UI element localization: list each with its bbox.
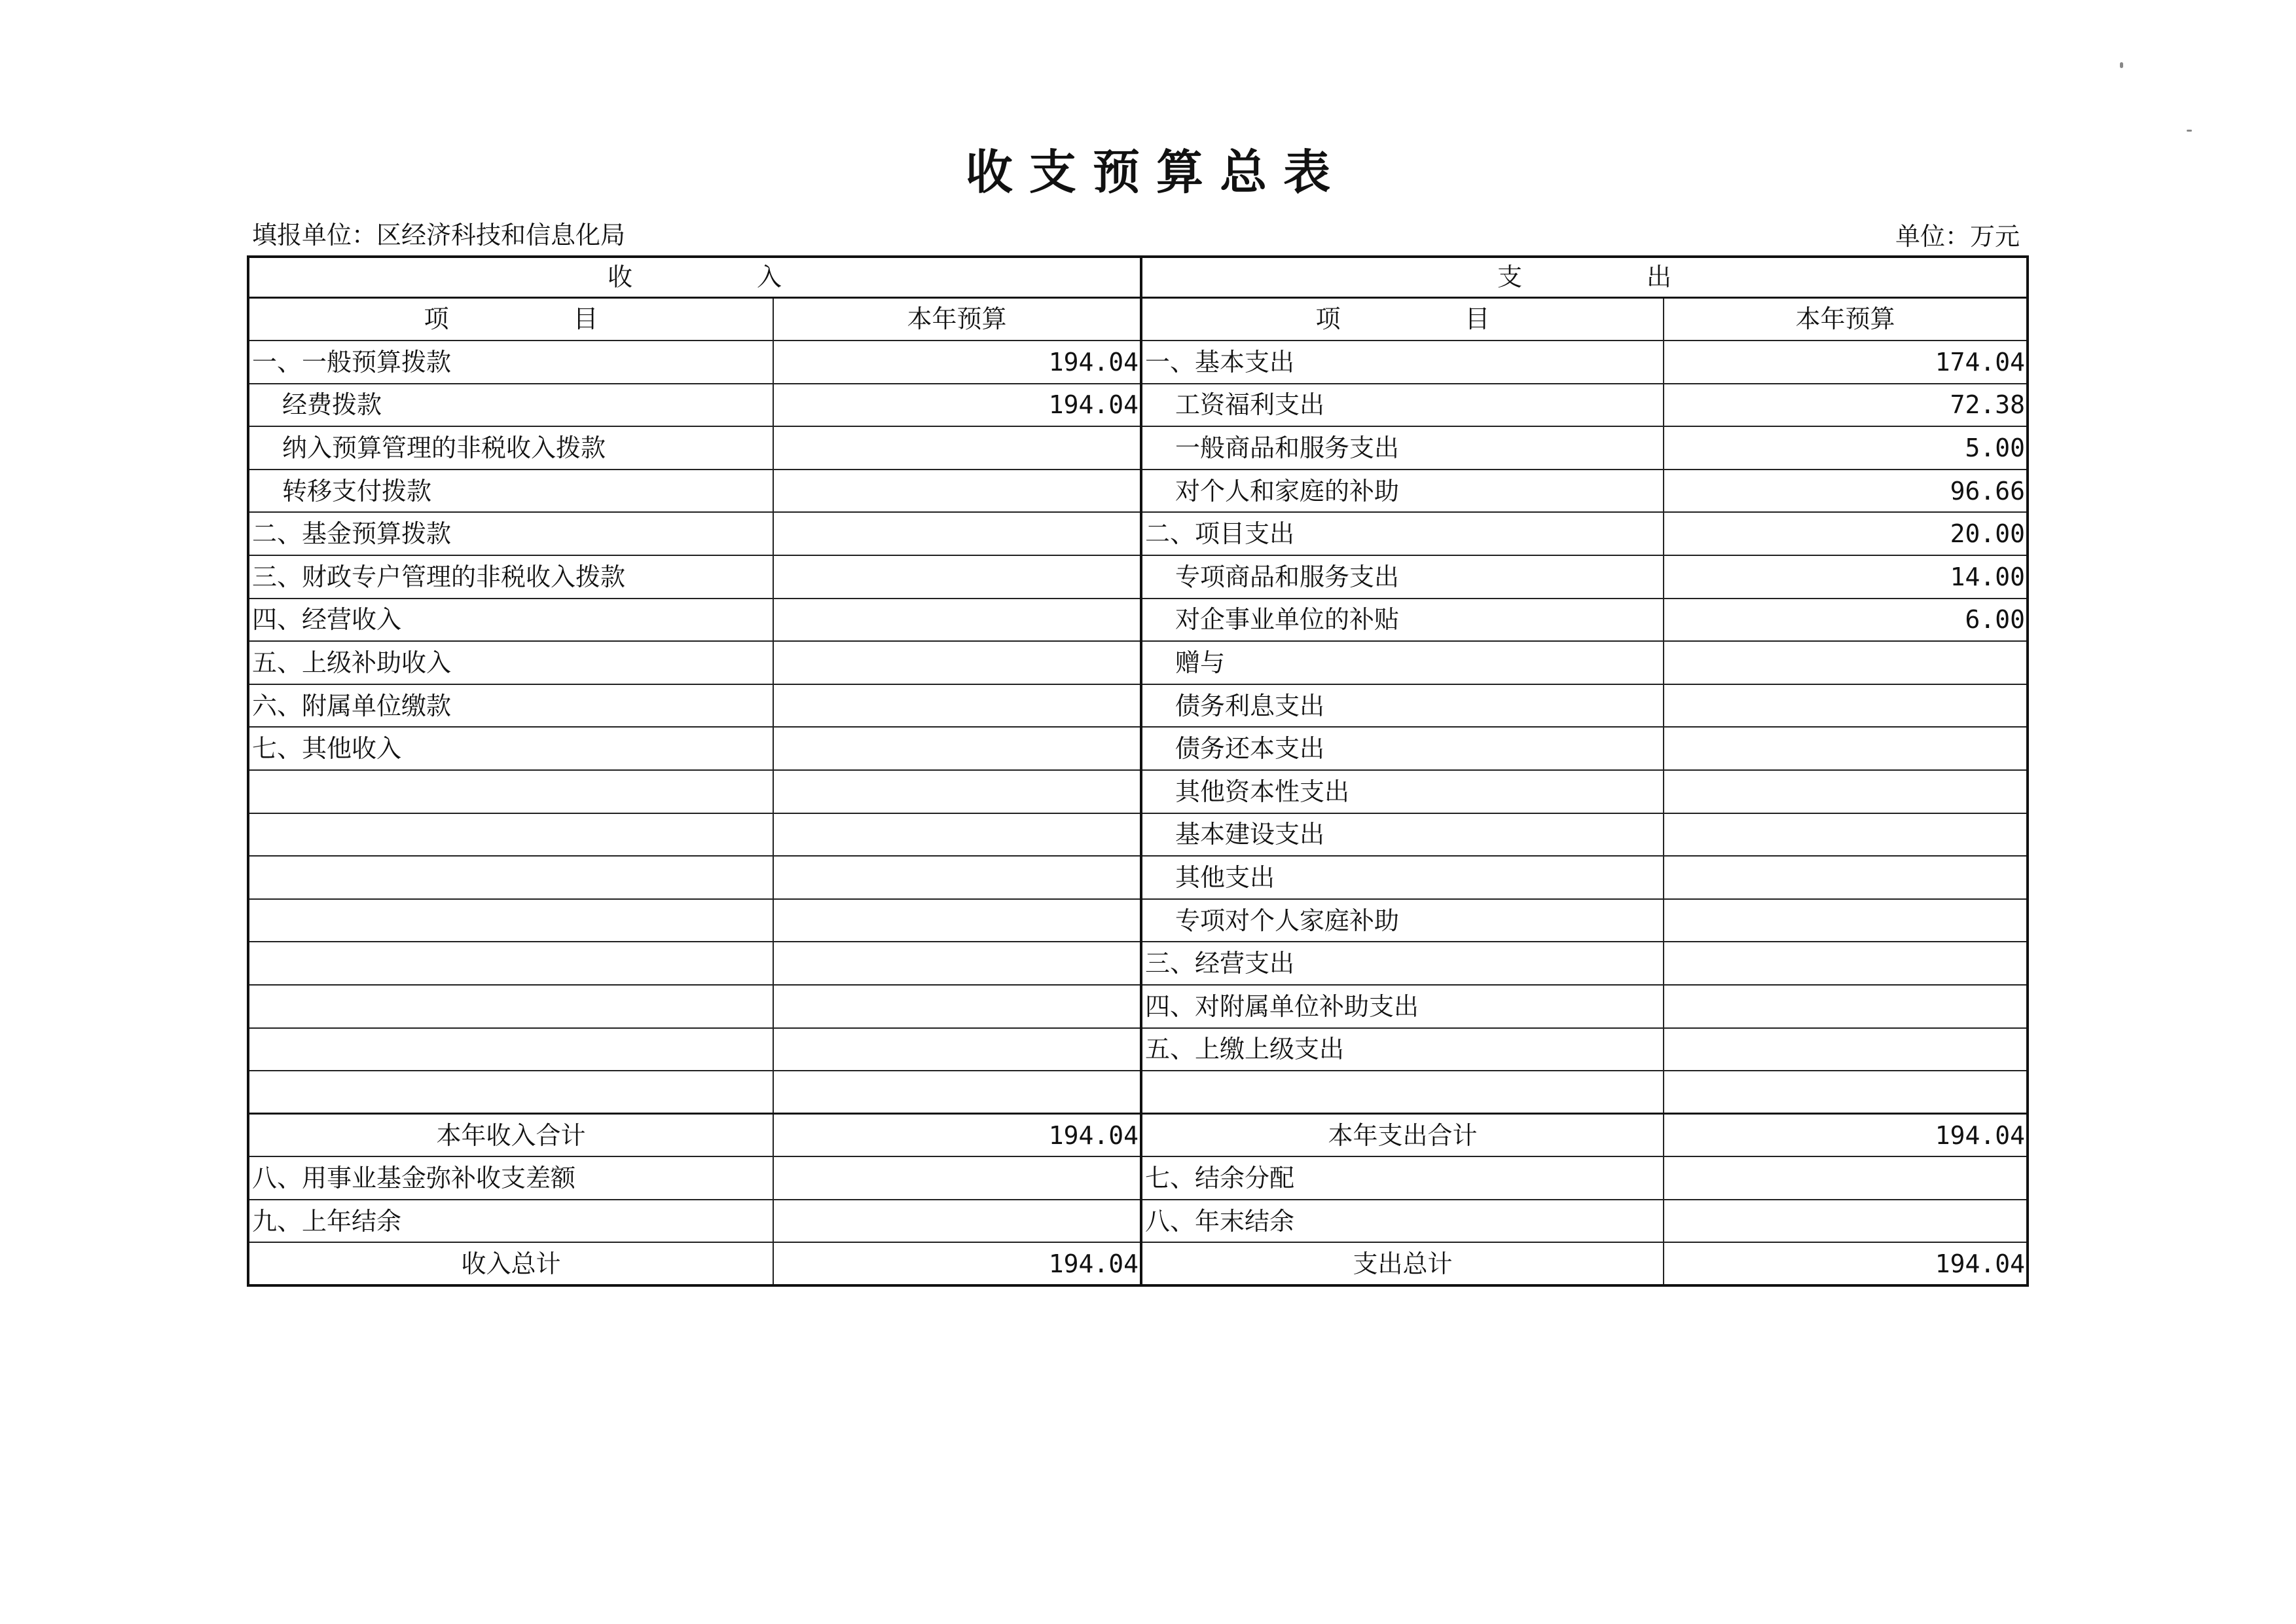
expense-budget-cell: 5.00: [1664, 426, 2028, 470]
expense-item-cell: 四、对附属单位补助支出: [1141, 985, 1664, 1028]
income-budget-cell: [773, 1071, 1141, 1114]
table-row: [248, 470, 2028, 513]
table-row: [248, 813, 2028, 857]
expense-budget-cell: [1664, 1028, 2028, 1071]
income-item-cell: 本年收入合计: [248, 1114, 773, 1157]
table-row: [248, 384, 2028, 427]
expense-budget-cell: 6.00: [1664, 599, 2028, 642]
income-item-cell: 七、其他收入: [248, 727, 773, 770]
expense-budget-cell: [1664, 942, 2028, 985]
income-item-cell: [248, 856, 773, 899]
income-budget-cell: [773, 555, 1141, 599]
expense-budget-cell: 174.04: [1664, 341, 2028, 384]
scan-speck: [2187, 130, 2192, 132]
income-budget-cell: [773, 899, 1141, 942]
grand-total-row: [248, 1242, 2028, 1285]
expense-budget-cell: 96.66: [1664, 470, 2028, 513]
expense-budget-cell: [1664, 985, 2028, 1028]
income-item-cell: [248, 985, 773, 1028]
expense-budget-header: 本年预算: [1664, 297, 2028, 341]
table-row: [248, 599, 2028, 642]
income-item-cell: 三、财政专户管理的非税收入拨款: [248, 555, 773, 599]
reporting-unit: 填报单位：区经济科技和信息化局: [252, 221, 626, 249]
expense-item-cell: 二、项目支出: [1141, 512, 1664, 555]
table-row: [248, 555, 2028, 599]
expense-item-cell: 对企事业单位的补贴: [1141, 599, 1664, 642]
income-item-cell: 九、上年结余: [248, 1200, 773, 1243]
expense-budget-cell: 194.04: [1664, 1114, 2028, 1157]
expense-item-cell: 基本建设支出: [1141, 813, 1664, 857]
income-item-cell: [248, 942, 773, 985]
expense-item-cell: 一、基本支出: [1141, 341, 1664, 384]
expense-budget-cell: 14.00: [1664, 555, 2028, 599]
expense-section-header: 支 出: [1141, 257, 2028, 297]
expense-item-cell: 支出总计: [1141, 1242, 1664, 1285]
income-budget-cell: 194.04: [773, 341, 1141, 384]
table-row: [248, 985, 2028, 1028]
expense-budget-cell: [1664, 1200, 2028, 1243]
expense-item-cell: 八、年末结余: [1141, 1200, 1664, 1243]
income-budget-cell: [773, 426, 1141, 470]
expense-budget-cell: [1664, 641, 2028, 684]
income-budget-cell: [773, 770, 1141, 813]
income-item-cell: [248, 770, 773, 813]
income-item-cell: 经费拨款: [248, 384, 773, 427]
table-row: [248, 426, 2028, 470]
currency-unit: 单位：万元: [1895, 222, 2020, 251]
expense-item-header: 项 目: [1141, 297, 1664, 341]
income-item-cell: [248, 1028, 773, 1071]
table-row: [248, 1156, 2028, 1200]
expense-budget-cell: [1664, 1071, 2028, 1114]
expense-item-cell: 七、结余分配: [1141, 1156, 1664, 1200]
table-row: [248, 641, 2028, 684]
expense-item-cell: 对个人和家庭的补助: [1141, 470, 1664, 513]
page-title: 收 支 预 算 总 表: [965, 144, 1331, 200]
income-item-cell: 六、附属单位缴款: [248, 684, 773, 728]
expense-item-cell: 专项商品和服务支出: [1141, 555, 1664, 599]
table-row: [248, 1200, 2028, 1243]
table-body: [248, 257, 2028, 1285]
income-budget-cell: [773, 512, 1141, 555]
income-budget-cell: [773, 1200, 1141, 1243]
table-row: [248, 727, 2028, 770]
income-section-header: 收 入: [248, 257, 1141, 297]
income-item-cell: 二、基金预算拨款: [248, 512, 773, 555]
table-row: [248, 942, 2028, 985]
table-row: [248, 1071, 2028, 1114]
table-row: [248, 1028, 2028, 1071]
expense-item-cell: 赠与: [1141, 641, 1664, 684]
expense-budget-cell: [1664, 684, 2028, 728]
expense-item-cell: 债务利息支出: [1141, 684, 1664, 728]
income-budget-cell: 194.04: [773, 1114, 1141, 1157]
expense-budget-cell: [1664, 770, 2028, 813]
scan-speck: [2120, 62, 2123, 68]
expense-budget-cell: 20.00: [1664, 512, 2028, 555]
expense-item-cell: 五、上缴上级支出: [1141, 1028, 1664, 1071]
table-row: [248, 684, 2028, 728]
income-budget-header: 本年预算: [773, 297, 1141, 341]
income-item-cell: 四、经营收入: [248, 599, 773, 642]
income-budget-cell: [773, 985, 1141, 1028]
table-row: [248, 856, 2028, 899]
income-budget-cell: 194.04: [773, 1242, 1141, 1285]
income-item-cell: [248, 813, 773, 857]
expense-budget-cell: [1664, 813, 2028, 857]
income-budget-cell: [773, 813, 1141, 857]
income-item-cell: 转移支付拨款: [248, 470, 773, 513]
expense-budget-cell: 72.38: [1664, 384, 2028, 427]
expense-item-cell: 其他资本性支出: [1141, 770, 1664, 813]
table-row: [248, 899, 2028, 942]
income-budget-cell: [773, 942, 1141, 985]
income-budget-cell: [773, 599, 1141, 642]
income-item-cell: 五、上级补助收入: [248, 641, 773, 684]
subtotal-row: [248, 1114, 2028, 1157]
expense-item-cell: 债务还本支出: [1141, 727, 1664, 770]
expense-item-cell: 专项对个人家庭补助: [1141, 899, 1664, 942]
income-budget-cell: [773, 727, 1141, 770]
income-budget-cell: [773, 470, 1141, 513]
budget-summary-table: [247, 255, 2029, 1287]
income-budget-cell: 194.04: [773, 384, 1141, 427]
table-row: [248, 770, 2028, 813]
income-budget-cell: [773, 1028, 1141, 1071]
expense-item-cell: 本年支出合计: [1141, 1114, 1664, 1157]
expense-budget-cell: [1664, 1156, 2028, 1200]
column-header-row: [248, 297, 2028, 341]
income-budget-cell: [773, 684, 1141, 728]
income-item-cell: 一、一般预算拨款: [248, 341, 773, 384]
expense-item-cell: 一般商品和服务支出: [1141, 426, 1664, 470]
income-item-cell: [248, 899, 773, 942]
income-budget-cell: [773, 856, 1141, 899]
income-item-cell: 八、用事业基金弥补收支差额: [248, 1156, 773, 1200]
section-header-row: [248, 257, 2028, 297]
expense-item-cell: 其他支出: [1141, 856, 1664, 899]
table-row: [248, 341, 2028, 384]
expense-item-cell: [1141, 1071, 1664, 1114]
income-budget-cell: [773, 641, 1141, 684]
expense-budget-cell: [1664, 856, 2028, 899]
table-row: [248, 512, 2028, 555]
income-item-cell: 收入总计: [248, 1242, 773, 1285]
income-item-cell: 纳入预算管理的非税收入拨款: [248, 426, 773, 470]
expense-budget-cell: [1664, 727, 2028, 770]
income-item-header: 项 目: [248, 297, 773, 341]
expense-budget-cell: [1664, 899, 2028, 942]
income-budget-cell: [773, 1156, 1141, 1200]
expense-item-cell: 三、经营支出: [1141, 942, 1664, 985]
expense-budget-cell: 194.04: [1664, 1242, 2028, 1285]
income-item-cell: [248, 1071, 773, 1114]
expense-item-cell: 工资福利支出: [1141, 384, 1664, 427]
